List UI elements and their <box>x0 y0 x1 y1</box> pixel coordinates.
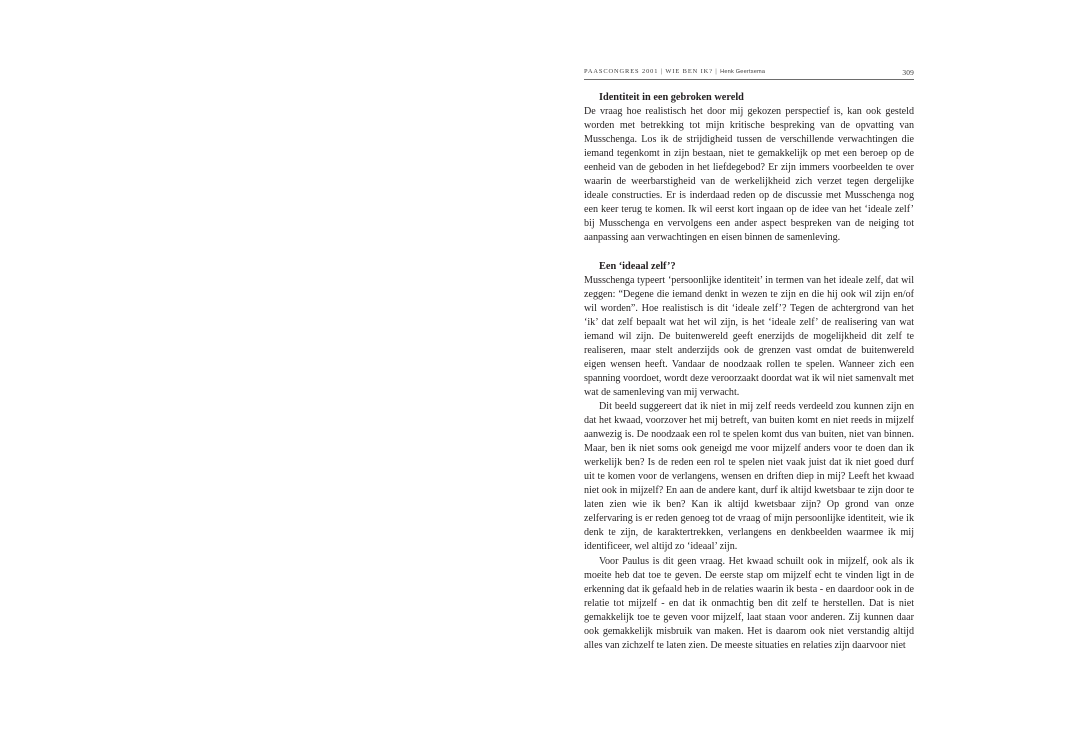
running-head-author: Henk Geertsema <box>720 69 766 75</box>
book-page <box>584 0 914 738</box>
running-head-title: PAASCONGRES 2001 | WIE BEN IK? | <box>584 68 721 75</box>
paragraph: De vraag hoe realistisch het door mij gekozen perspectief is, kan ook gesteld worden met betrekking tot mijn kritische bespreking van de opvatting van Musschenga. Los ik de strijdigheid tussen de verschillende verwachtingen die iemand tegenkomt in zijn bestaan, niet te gemakkelijk op met een beroep op de eenheid van de geboden in het liefdegebod? Er zijn immers voorbeelden te over waarin de weerbarstigheid van de werkelijkheid zich verzet tegen dergelijke ideale constructies. Er is inderdaad reden op de discussie met Musschenga nog een keer terug te komen. Ik wil eerst kort ingaan op de idee van het ‘ideale zelf’ bij Musschenga en vervolgens een ander aspect bespreken van de neiging tot aanpassing aan verwachtingen en eisen binnen de samenleving. <box>584 106 914 244</box>
section-heading-identity: Identiteit in een gebroken wereld <box>599 92 744 103</box>
page-number: 309 <box>902 68 914 77</box>
section-heading-ideal-self: Een ‘ideaal zelf’? <box>599 260 676 272</box>
paragraph: Musschenga typeert ‘persoonlijke identiteit’ in termen van het ideale zelf, dat wil zeggen: “Degene die iemand denkt in wezen te zijn en die hij ook wil zijn en/of wil worden”. Hoe realistisch is dit ‘ideale zelf’? Tegen de achtergrond van het ‘ik’ dat zelf bepaalt wat het wil zijn, is het ‘ideale zelf’ de realisering van wat iemand wil zijn. De buitenwereld geeft enerzijds de mogelijkheid dit zelf te realiseren, maar stelt anderzijds ook de grenzen vast omdat de buitenwereld eigen wensen heeft. Vandaar de noodzaak rollen te spelen. Wanneer zich een spanning voordoet, wordt deze veroorzaakt doordat wat ik wil niet samenvalt met wat de samenleving van mij verwacht. <box>584 274 914 398</box>
body-text <box>584 91 914 653</box>
header-rule <box>584 79 914 80</box>
paragraph: Voor Paulus is dit geen vraag. Het kwaad schuilt ook in mijzelf, ook als ik moeite heb dat toe te geven. De eerste stap om mijzelf echt te vinden ligt in de erkenning dat ik gefaald heb in de relaties waarin ik besta - en daardoor ook in de relatie tot mijzelf - en dat ik onmachtig ben dit zelf te herstellen. Dat is niet gemakkelijk toe te geven voor mijzelf, laat staan voor anderen. Zij kunnen daar ook gemakkelijk misbruik van maken. Het is daarom ook niet verstandig altijd alles van zichzelf te laten zien. De meeste situaties en relaties zijn daarvoor niet <box>584 555 914 651</box>
paragraph: Dit beeld suggereert dat ik niet in mij zelf reeds verdeeld zou kunnen zijn en dat het kwaad, voorzover het mij betreft, van buiten komt en niet reeds in mijzelf aanwezig is. De noodzaak een rol te spelen komt dus van buiten, niet van binnen. Maar, ben ik niet soms ook geneigd me voor mijzelf anders voor te doen dan ik werkelijk ben? Is de reden een rol te spelen niet vaak juist dat ik niet goed durf uit te komen voor de verlangens, wensen en driften diep in mij? Leeft het kwaad niet ook in mijzelf? En aan de andere kant, durf ik altijd kwetsbaar te zijn door te laten zien wie ik ben? Kan ik altijd kwetsbaar zijn? Op grond van onze zelfervaring is er reden genoeg tot de vraag of mijn persoonlijke identiteit, wie ik denk te zijn, de karaktertrekken, verlangens en denkbeelden waarmee ik mij identificeer, wel altijd zo ‘ideaal’ zijn. <box>584 400 914 553</box>
